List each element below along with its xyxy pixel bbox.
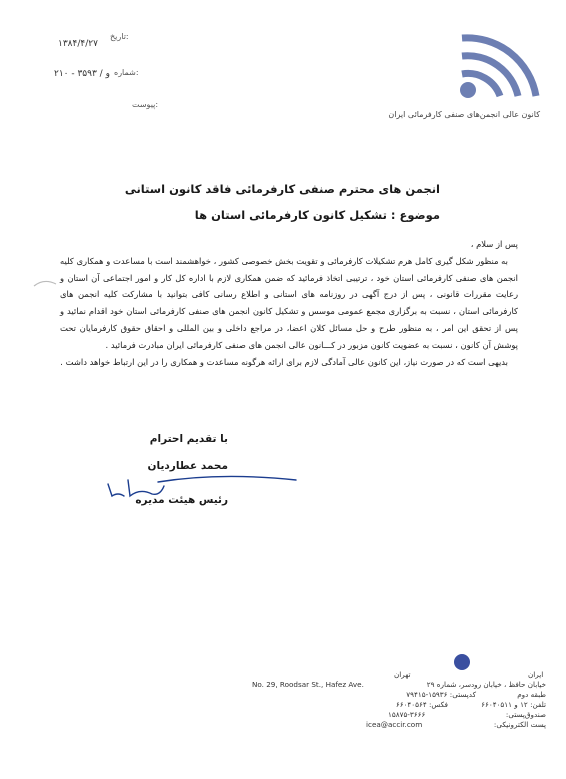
date-label: تاریخ:	[110, 32, 129, 41]
signatory-title: رئیس هیئت مدیره	[135, 494, 228, 506]
number-label: شماره:	[114, 68, 139, 77]
body-paragraph-1: به منظور شکل گیری کامل هرم تشکیلات کارفرمائی و تقویت بخش خصوصی کشور ، خواهشمند است با مساعدت و همکاری کلیه انجمن های صنفی کارفرمائی استان خود ، ترتیبی اتخاذ فرمائید که ضمن همکاری لازم با اداره کل کار و امور اجتماعی آن استان و رعایت مقررات قانونی ، پس از درج آگهی در روزنامه های استانی و اطلاع رسانی کافی بتوانید با مشارکت کلیه انجمن های کارفرمائی استان ، نسبت به برگزاری مجمع عمومی موسس و تشکیل کانون انجمن های صنفی کارفرمائی استان خود اقدام نمائید و پس از تحقق این امر ، به منظور طرح و حل مسائل کلان اعضا، در مراجع داخلی و بین المللی و احقاق حقوق کارفرمایان تحت پوشش آن کانون ، نسبت به عضویت کانون مزبور در کـــانون عالی انجمن های صنفی کارفرمائی ایران مبادرت فرمائید .	[60, 255, 518, 350]
attachment-label: پیوست:	[132, 100, 159, 109]
closing-line: با تقدیم احترام	[149, 433, 228, 445]
handwritten-signature-icon	[100, 466, 300, 506]
footer-phone: تلفن: ۱۲ و ۶۶۰۴۰۵۱۱	[481, 700, 546, 709]
footer-postal: کدپستی: ۱۵۹۳۶-۷۹۴۱۵	[406, 690, 476, 699]
footer-dot-icon	[452, 652, 472, 672]
subject-line: موضوع : تشکیل کانون کارفرمائی استان ها	[194, 208, 440, 222]
footer-pobox-value: ۱۵۸۷۵-۳۶۶۶	[388, 710, 426, 719]
footer-address-fa: خیابان حافظ ، خیابان رودسر، شماره ۲۹	[426, 680, 546, 689]
letter-body	[60, 236, 518, 370]
footer-floor: طبقه دوم	[517, 690, 546, 699]
greeting: پس از سلام ،	[470, 239, 518, 249]
org-logo	[450, 30, 542, 102]
body-paragraph-2: بدیهی است که در صورت نیاز، این کانون عالی آمادگی لازم برای ارائه هرگونه مساعدت و همکاری را در این ارتباط خواهد داشت .	[60, 356, 508, 367]
footer-fax: فکس: ۶۶۰۴۰۵۶۴	[395, 700, 448, 709]
letter-footer	[252, 650, 550, 750]
footer-address-en: No. 29, Roodsar St., Hafez Ave.	[252, 680, 364, 689]
recipient-line: انجمن های محترم صنفی کارفرمائی فاقد کانون استانی	[124, 182, 440, 196]
margin-mark-icon	[32, 278, 58, 288]
letter-meta	[48, 28, 158, 108]
signatory-name: محمد عطاردیان	[147, 460, 228, 472]
date-value: ۱۳۸۴/۴/۲۷	[58, 39, 98, 49]
signal-arcs-logo-icon	[450, 30, 542, 102]
footer-pobox-label: صندوق‌پستی:	[505, 710, 546, 719]
footer-email-label: پست الکترونیکی:	[493, 720, 546, 729]
footer-email-value: icea@accir.com	[366, 720, 423, 729]
footer-tehran: تهران	[394, 670, 411, 679]
footer-iran: ایران	[528, 670, 544, 679]
org-caption: کانون عالی انجمن‌های صنفی کارفرمائی ایران	[388, 110, 540, 119]
number-value: ۲۱۰ - ۳۵۹۳ / و	[54, 69, 110, 79]
